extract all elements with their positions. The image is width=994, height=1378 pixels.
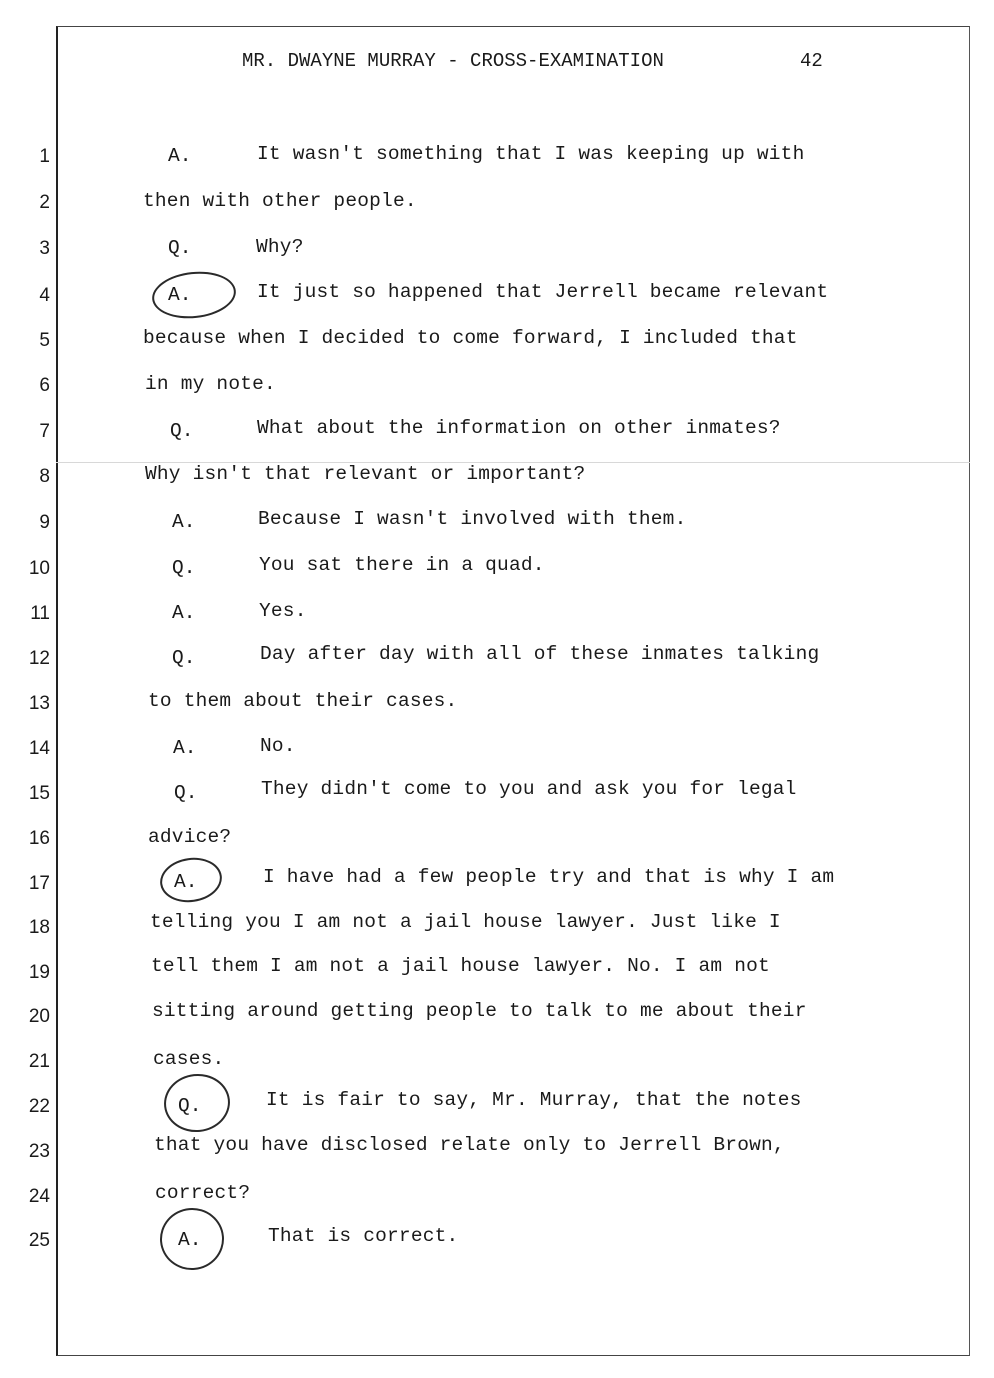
- transcript-line: Why isn't that relevant or important?: [145, 463, 586, 485]
- line-number: 13: [28, 693, 50, 714]
- page-number: 42: [800, 50, 823, 72]
- transcript-line: sitting around getting people to talk to me about their: [152, 1000, 807, 1022]
- transcript-line: cases.: [153, 1048, 225, 1070]
- line-number: 6: [39, 375, 50, 396]
- line-number: 11: [30, 603, 50, 624]
- line-number: 24: [28, 1186, 50, 1207]
- line-number: 19: [28, 962, 50, 983]
- line-number: 16: [28, 828, 50, 849]
- transcript-line: in my note.: [145, 373, 276, 395]
- transcript-line: tell them I am not a jail house lawyer. No. I am not: [151, 955, 770, 977]
- transcript-line: then with other people.: [143, 190, 417, 212]
- transcript-line: to them about their cases.: [148, 690, 458, 712]
- transcript-line: It just so happened that Jerrell became relevant: [257, 281, 829, 303]
- transcript-line: No.: [260, 735, 296, 757]
- speaker-label: A.: [172, 511, 196, 533]
- speaker-label: A.: [168, 284, 192, 306]
- speaker-label: A.: [168, 145, 192, 167]
- page-header: [0, 50, 994, 76]
- line-number: 7: [39, 421, 50, 442]
- transcript-line: telling you I am not a jail house lawyer. Just like I: [150, 911, 781, 933]
- speaker-label: A.: [174, 871, 198, 893]
- speaker-label: Q.: [170, 420, 194, 442]
- speaker-label: Q.: [172, 647, 196, 669]
- line-number: 22: [28, 1096, 50, 1117]
- line-number: 10: [28, 558, 50, 579]
- line-number: 3: [39, 238, 50, 259]
- line-number: 1: [39, 146, 50, 167]
- speaker-label: A.: [173, 737, 197, 759]
- transcript-line: It wasn't something that I was keeping up with: [257, 143, 805, 165]
- line-number: 21: [28, 1051, 50, 1072]
- line-number: 4: [39, 285, 50, 306]
- line-number: 20: [28, 1006, 50, 1027]
- transcript-line: What about the information on other inmates?: [257, 417, 781, 439]
- speaker-label: A.: [172, 602, 196, 624]
- line-number: 15: [28, 783, 50, 804]
- line-number: 17: [28, 873, 50, 894]
- line-number: 14: [28, 738, 50, 759]
- transcript-line: Day after day with all of these inmates talking: [260, 643, 820, 665]
- transcript-line: That is correct.: [268, 1225, 459, 1247]
- speaker-label: Q.: [178, 1095, 202, 1117]
- transcript-line: Because I wasn't involved with them.: [258, 508, 687, 530]
- line-number: 12: [28, 648, 50, 669]
- page-title: MR. DWAYNE MURRAY - CROSS-EXAMINATION: [242, 50, 664, 72]
- transcript-line: that you have disclosed relate only to Jerrell Brown,: [154, 1134, 785, 1156]
- speaker-label: Q.: [172, 557, 196, 579]
- speaker-label: A.: [178, 1229, 202, 1251]
- line-number: 25: [28, 1230, 50, 1251]
- line-number: 23: [28, 1141, 50, 1162]
- transcript-line: I have had a few people try and that is why I am: [263, 866, 835, 888]
- speaker-label: Q.: [174, 782, 198, 804]
- transcript-line: Why?: [256, 236, 304, 258]
- line-number: 18: [28, 917, 50, 938]
- transcript-line: because when I decided to come forward, I included that: [143, 327, 798, 349]
- transcript-line: It is fair to say, Mr. Murray, that the notes: [266, 1089, 802, 1111]
- speaker-label: Q.: [168, 237, 192, 259]
- transcript-line: correct?: [155, 1182, 251, 1204]
- transcript-line: They didn't come to you and ask you for legal: [261, 778, 797, 800]
- transcript-line: You sat there in a quad.: [259, 554, 545, 576]
- transcript-line: advice?: [148, 826, 232, 848]
- line-number: 8: [39, 466, 50, 487]
- line-number: 5: [39, 330, 50, 351]
- line-number: 9: [39, 512, 50, 533]
- transcript-line: Yes.: [259, 600, 307, 622]
- line-number: 2: [39, 192, 50, 213]
